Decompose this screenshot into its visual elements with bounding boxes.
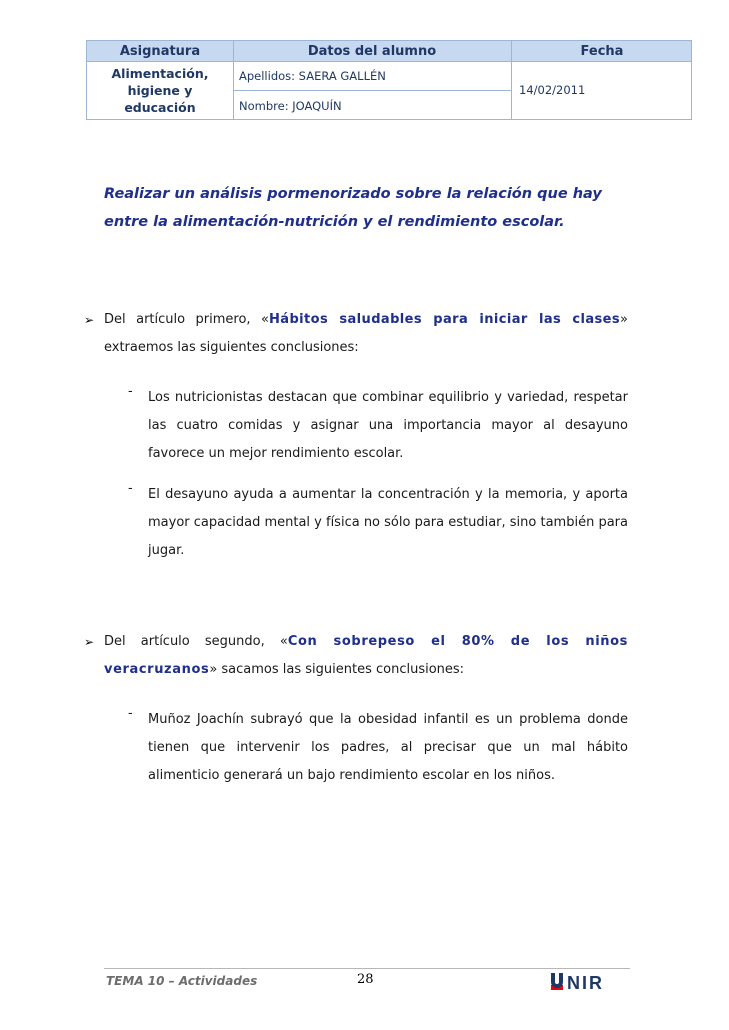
- section2-lead: [104, 628, 628, 684]
- section1-bullet-2: El desayuno ayuda a aumentar la concentración y la memoria, y aporta mayor capacidad mental y física no sólo para estudiar, sino también para jugar.: [148, 487, 628, 558]
- section1-article-title: Hábitos saludables para iniciar las clases: [269, 312, 621, 327]
- footer-topic: TEMA 10 – Actividades: [106, 974, 258, 988]
- dash-bullet: -: [128, 481, 133, 496]
- section1-lead-pre: Del artículo primero, «: [104, 312, 269, 327]
- unir-logo-icon: [551, 971, 627, 991]
- col-subject-heading: Asignatura: [119, 44, 201, 59]
- section1-bullet-1: Los nutricionistas destacan que combinar equilibrio y variedad, respetar las cuatro comidas y asignar una importancia mayor al desayuno favorece un mejor rendimiento escolar.: [148, 390, 628, 461]
- svg-text:NIR: NIR: [567, 973, 604, 991]
- divider: [233, 41, 234, 119]
- section2-bullet-1: Muñoz Joachín subrayó que la obesidad infantil es un problema donde tienen que intervenir los padres, al precisar que un mal hábito alimenticio generará un bajo rendimiento escolar en los niños.: [148, 712, 628, 783]
- footer-divider: [104, 968, 630, 969]
- arrow-bullet-icon: ➢: [84, 313, 95, 327]
- surname-field: Apellidos: SAERA GALLÉN: [239, 69, 386, 83]
- col-date-heading: Fecha: [580, 44, 624, 59]
- dash-bullet: -: [128, 706, 133, 721]
- divider: [234, 90, 511, 91]
- name-field: Nombre: JOAQUÍN: [239, 99, 342, 113]
- col-student-heading: Datos del alumno: [307, 44, 437, 59]
- section2-lead-post: » sacamos las siguientes conclusiones:: [209, 662, 465, 677]
- section1-lead-post: » extraemos las siguientes conclusiones:: [104, 312, 628, 355]
- subject-value: Alimentación, higiene y educación: [111, 66, 209, 115]
- assignment-title: Realizar un análisis pormenorizado sobre la relación que hay entre la alimentación-nutrición y el rendimiento escolar.: [104, 186, 602, 230]
- date-field: 14/02/2011: [519, 83, 586, 97]
- header-table: [86, 40, 692, 120]
- section2-article-title: Con sobrepeso el 80% de los niños veracruzanos: [104, 634, 628, 677]
- section2-lead-pre: Del artículo segundo, «: [104, 634, 288, 649]
- page-number: 28: [357, 972, 374, 987]
- dash-bullet: -: [128, 384, 133, 399]
- subject-cell: [87, 62, 233, 119]
- section1-lead: [104, 306, 628, 362]
- divider: [511, 41, 512, 119]
- arrow-bullet-icon: ➢: [84, 635, 95, 649]
